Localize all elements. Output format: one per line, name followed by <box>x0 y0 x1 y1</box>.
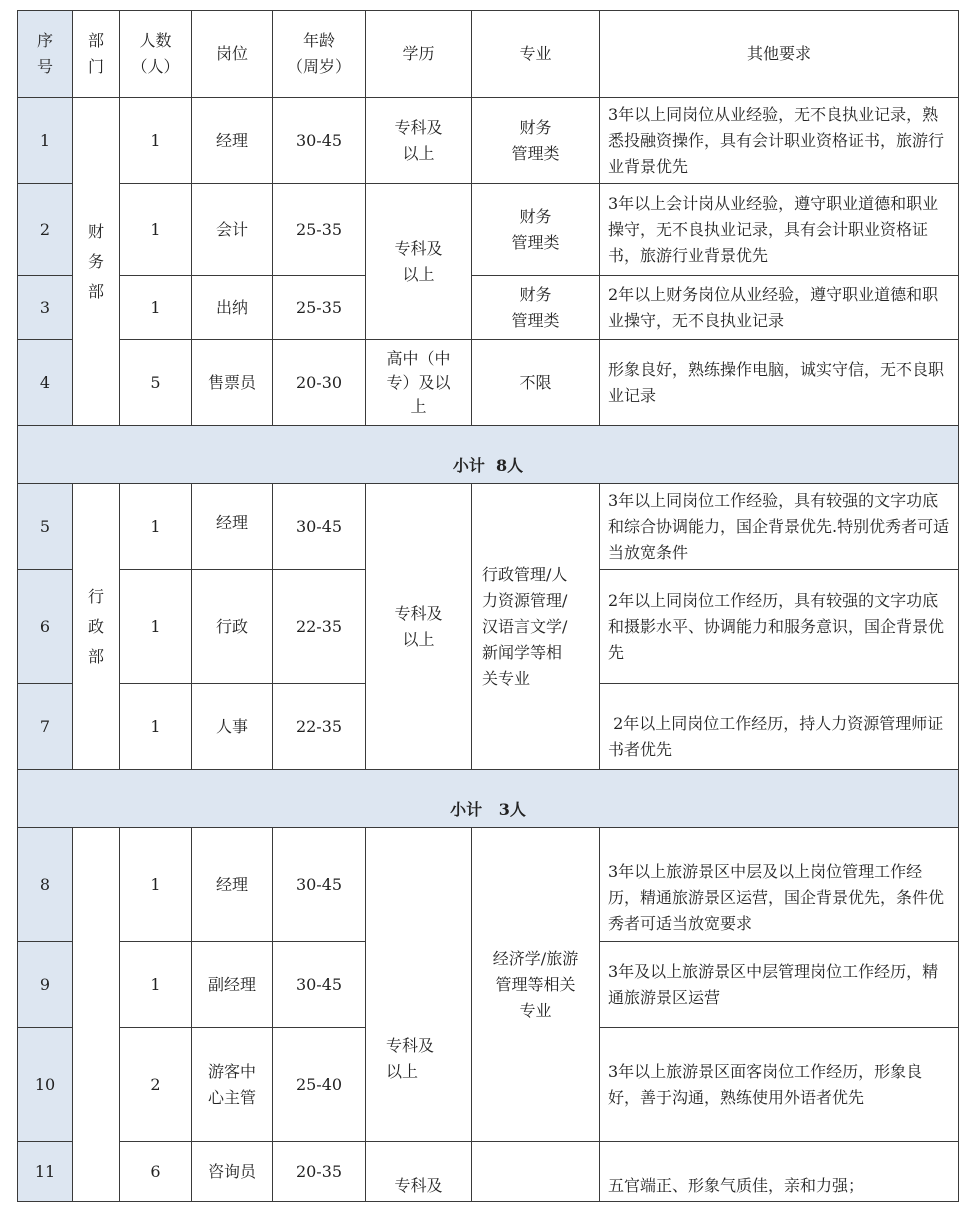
row-seq: 5 <box>18 484 73 570</box>
row-major: 财务 管理类 <box>472 184 600 276</box>
row-major: 财务 管理类 <box>472 98 600 184</box>
row-seq: 4 <box>18 340 73 426</box>
header-dept: 部 门 <box>73 11 120 98</box>
dept-scenic <box>73 828 120 1202</box>
header-seq: 序 号 <box>18 11 73 98</box>
row-position: 经理 <box>192 484 273 570</box>
admin-major: 行政管理/人 力资源管理/ 汉语言文学/ 新闻学等相 关专业 <box>472 484 600 770</box>
row-position: 出纳 <box>192 276 273 340</box>
row-count: 1 <box>120 684 192 770</box>
row-requirements: 3年及以上旅游景区中层管理岗位工作经历，精通旅游景区运营 <box>600 942 959 1028</box>
table-row <box>18 484 959 570</box>
row-position: 游客中 心主管 <box>192 1028 273 1142</box>
table-row <box>18 340 959 426</box>
row-seq: 7 <box>18 684 73 770</box>
row-age: 30-45 <box>273 942 366 1028</box>
scenic-education: 专科及 以上 <box>366 828 472 1142</box>
header-row <box>18 11 959 98</box>
subtotal-finance: 小计 8人 <box>18 426 959 484</box>
subtotal-admin: 小计 3人 <box>18 770 959 828</box>
row-age: 30-45 <box>273 828 366 942</box>
row-count: 1 <box>120 98 192 184</box>
row-age: 25-35 <box>273 276 366 340</box>
row-count: 2 <box>120 1028 192 1142</box>
row-position: 行政 <box>192 570 273 684</box>
row-seq: 10 <box>18 1028 73 1142</box>
scenic-major: 经济学/旅游 管理等相关 专业 <box>472 828 600 1142</box>
subtotal-row <box>18 770 959 828</box>
row-requirements: 3年以上同岗位从业经验，无不良执业记录，熟悉投融资操作，具有会计职业资格证书，旅游行业背景优先 <box>600 98 959 184</box>
row-count: 1 <box>120 484 192 570</box>
row-requirements: 3年以上同岗位工作经验，具有较强的文字功底和综合协调能力，国企背景优先.特别优秀者可适当放宽条件 <box>600 484 959 570</box>
row-age: 20-30 <box>273 340 366 426</box>
row-position: 副经理 <box>192 942 273 1028</box>
row-requirements: 2年以上财务岗位从业经验，遵守职业道德和职业操守，无不良执业记录 <box>600 276 959 340</box>
row-count: 1 <box>120 276 192 340</box>
row-requirements: 3年以上旅游景区面客岗位工作经历，形象良好，善于沟通，熟练使用外语者优先 <box>600 1028 959 1142</box>
row-requirements: 3年以上会计岗从业经验，遵守职业道德和职业操守，无不良执业记录，具有会计职业资格证书，旅游行业背景优先 <box>600 184 959 276</box>
row-position: 经理 <box>192 98 273 184</box>
header-other-requirements: 其他要求 <box>600 11 959 98</box>
row-seq: 3 <box>18 276 73 340</box>
header-count: 人数 （人） <box>120 11 192 98</box>
row-position: 会计 <box>192 184 273 276</box>
row-age: 25-35 <box>273 184 366 276</box>
row-age: 30-45 <box>273 98 366 184</box>
header-major: 专业 <box>472 11 600 98</box>
row-education: 专科及 以上 <box>366 98 472 184</box>
row-requirements: 2年以上同岗位工作经历，具有较强的文字功底和摄影水平、协调能力和服务意识，国企背景优先 <box>600 570 959 684</box>
admin-education: 专科及 以上 <box>366 484 472 770</box>
dept-admin: 行 政 部 <box>73 484 120 770</box>
row-age: 22-35 <box>273 684 366 770</box>
dept-finance: 财 务 部 <box>73 98 120 426</box>
row-major <box>472 1142 600 1202</box>
row-position: 人事 <box>192 684 273 770</box>
row-count: 1 <box>120 942 192 1028</box>
row-seq: 2 <box>18 184 73 276</box>
table-row <box>18 98 959 184</box>
row-major: 财务 管理类 <box>472 276 600 340</box>
subtotal-row <box>18 426 959 484</box>
row-requirements: 形象良好，熟练操作电脑，诚实守信，无不良职业记录 <box>600 340 959 426</box>
row-count: 1 <box>120 828 192 942</box>
row-count: 1 <box>120 570 192 684</box>
table-row <box>18 828 959 942</box>
row-education: 专科及 以上 <box>366 184 472 340</box>
row-seq: 8 <box>18 828 73 942</box>
row-age: 22-35 <box>273 570 366 684</box>
table-row <box>18 184 959 276</box>
header-age: 年龄 （周岁） <box>273 11 366 98</box>
row-position: 经理 <box>192 828 273 942</box>
row-education: 专科及 <box>366 1142 472 1202</box>
row-education: 高中（中 专）及以 上 <box>366 340 472 426</box>
row-seq: 11 <box>18 1142 73 1202</box>
row-age: 20-35 <box>273 1142 366 1202</box>
row-requirements: 五官端正、形象气质佳，亲和力强； <box>600 1142 959 1202</box>
row-age: 25-40 <box>273 1028 366 1142</box>
row-age: 30-45 <box>273 484 366 570</box>
row-requirements: 2年以上同岗位工作经历，持人力资源管理师证书者优先 <box>600 684 959 770</box>
table-row <box>18 276 959 340</box>
row-requirements: 3年以上旅游景区中层及以上岗位管理工作经历，精通旅游景区运营，国企背景优先，条件优秀者可适当放宽要求 <box>600 828 959 942</box>
row-seq: 6 <box>18 570 73 684</box>
header-position: 岗位 <box>192 11 273 98</box>
table-row <box>18 1142 959 1202</box>
row-seq: 1 <box>18 98 73 184</box>
row-count: 6 <box>120 1142 192 1202</box>
row-count: 1 <box>120 184 192 276</box>
row-position: 售票员 <box>192 340 273 426</box>
row-position: 咨询员 <box>192 1142 273 1202</box>
row-count: 5 <box>120 340 192 426</box>
recruitment-table <box>17 10 959 1202</box>
row-major: 不限 <box>472 340 600 426</box>
row-seq: 9 <box>18 942 73 1028</box>
header-education: 学历 <box>366 11 472 98</box>
